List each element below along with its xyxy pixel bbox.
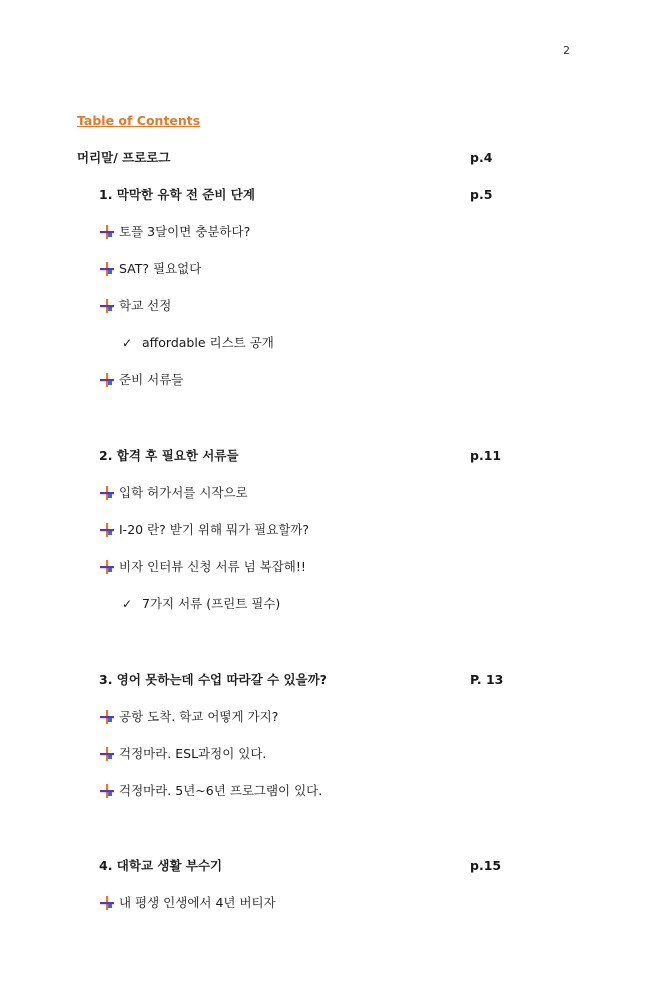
- list-item: [0, 259, 652, 279]
- list-item: [0, 296, 652, 316]
- list-item: [0, 222, 652, 242]
- toc-section-page: p.15: [470, 858, 502, 873]
- toc-entry-page: p.4: [470, 150, 493, 165]
- list-item: [0, 744, 652, 764]
- list-item-text: 입학 허가서를 시작으로: [119, 485, 248, 500]
- bullet-icon: [100, 784, 114, 798]
- list-item-text: 걱정마라. 5년~6년 프로그램이 있다.: [119, 783, 323, 798]
- toc-section-title: 3. 영어 못하는데 수업 따라갈 수 있을까?: [99, 672, 327, 687]
- toc-entry-title: 머리말/ 프로로그: [77, 150, 171, 165]
- list-item-text: affordable 리스트 공개: [142, 335, 274, 350]
- list-item: [0, 557, 652, 577]
- list-item: [0, 370, 652, 390]
- toc-section-title: 1. 막막한 유학 전 준비 단계: [99, 187, 255, 202]
- toc-heading: Table of Contents: [77, 113, 201, 128]
- check-icon: ✓: [122, 336, 133, 350]
- list-item: [0, 483, 652, 503]
- list-item: [0, 893, 652, 913]
- list-item: [0, 781, 652, 801]
- toc-section-title: 4. 대학교 생활 부수기: [99, 858, 223, 873]
- toc-section-title: 2. 합격 후 필요한 서류들: [99, 448, 239, 463]
- check-icon: ✓: [122, 597, 133, 611]
- toc-section-1: [0, 185, 652, 205]
- list-item: [0, 707, 652, 727]
- bullet-icon: [100, 710, 114, 724]
- bullet-icon: [100, 747, 114, 761]
- toc-section-page: P. 13: [470, 672, 504, 687]
- list-item-text: I-20 란? 받기 위해 뭐가 필요할까?: [119, 522, 310, 537]
- list-item-text: 비자 인터뷰 신청 서류 넘 복잡해!!: [119, 559, 306, 574]
- list-item-text: 내 평생 인생에서 4년 버티자: [119, 895, 276, 910]
- page-number: 2: [563, 44, 570, 57]
- list-item-text: 공항 도착. 학교 어떻게 가지?: [119, 709, 279, 724]
- list-item: [0, 520, 652, 540]
- toc-section-2: [0, 446, 652, 466]
- list-item: [0, 594, 652, 614]
- bullet-icon: [100, 560, 114, 574]
- list-item-text: 7가지 서류 (프린트 필수): [142, 596, 281, 611]
- bullet-icon: [100, 523, 114, 537]
- bullet-icon: [100, 225, 114, 239]
- list-item-text: 준비 서류들: [119, 372, 184, 387]
- list-item: [0, 333, 652, 353]
- list-item-text: 학교 선정: [119, 298, 172, 313]
- bullet-icon: [100, 299, 114, 313]
- toc-section-4: [0, 856, 652, 876]
- toc-section-page: p.5: [470, 187, 493, 202]
- list-item-text: SAT? 필요없다: [119, 261, 202, 276]
- list-item-text: 토플 3달이면 충분하다?: [119, 224, 251, 239]
- bullet-icon: [100, 486, 114, 500]
- bullet-icon: [100, 373, 114, 387]
- toc-entry-preface: [0, 148, 652, 168]
- toc-section-3: [0, 670, 652, 690]
- bullet-icon: [100, 262, 114, 276]
- bullet-icon: [100, 896, 114, 910]
- list-item-text: 걱정마라. ESL과정이 있다.: [119, 746, 267, 761]
- toc-section-page: p.11: [470, 448, 502, 463]
